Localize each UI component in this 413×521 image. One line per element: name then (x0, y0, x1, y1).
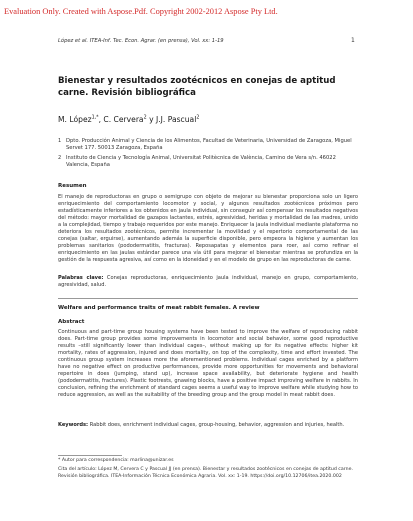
resumen-heading: Resumen (58, 183, 87, 189)
article-title: Bienestar y resultados zootécnicos en conejas de aptitud carne. Revisión bibliográfica (58, 76, 336, 98)
resumen-body: El manejo de reproductoras en grupo o semigrupo con objeto de mejorar su bienestar proporciona solo un ligero enriquecimiento del comportamiento locomotor y social, y algunos resultados zootécnicos próximos pero estadísticamente inferiores a los obtenidos en jaula individual, sin conseguir así compensar los resultados negativos del método: mayor mortalidad de gazapos lactantes, estrés, agresividad, heridas y mortalidad de las madres, unido a la complejidad, tiempo y trabajo requeridos por este manejo. Enriquecer la jaula individual mediante plataforma no deteriora los resultados zootécnicos, permite incrementar la movilidad y el repertorio comportamental de las conejas (saltar, erguirse), aumentando además la superficie disponible, pero empeora la higiene y aumentan los problemas sanitarios (pododermatitis, fracturas). Reposapatas y elementos para roer, así como refinar el enriquecimiento en las jaulas estándar parece una vía útil para mejorar el bienestar mientras se profundiza en la gestión de la respuesta agresiva, así como en la idoneidad y en el modelo de grupo en las reproductoras de carne. (58, 194, 358, 263)
keywords-text: Conejas reproductoras, enriquecimiento jaula individual, manejo en grupo, comportamiento, agresividad, salud. (58, 275, 358, 288)
running-head: López et al. ITEA-Inf. Tec. Econ. Agrar. (en prensa), Vol. xx: 1-19 (58, 38, 224, 44)
correspondence-footnote: * Autor para correspondencia: marlina@unizar.es (58, 458, 174, 463)
affiliation-text: Dpto. Producción Animal y Ciencia de los Alimentos, Facultad de Veterinaria, Universidad de Zaragoza, Miguel Servet 177. 50013 Zaragoza, España (66, 138, 352, 152)
author-name: J.J. Pascual (155, 115, 197, 124)
affiliation-number: 1 (58, 138, 62, 144)
english-keywords (58, 422, 358, 429)
citation-footnote: Cita del artículo: López M, Cervera C y Pascual JJ (en prensa). Bienestar y resultados zootécnicos en conejas de aptitud carne. Revisión bibliográfica. ITEA-Información Técnica Económica Agraria. Vol. xx: 1-19. https://doi.org/10.12706/itea.2020.002 (58, 467, 353, 479)
page-number: 1 (351, 37, 355, 44)
author-list: M. López$^{1,*}$, C. Cervera$^2$ y J.J. Pascual$^2$ (58, 115, 200, 124)
affiliation-text: Instituto de Ciencia y Tecnología Animal, Universitat Politècnica de València, Camino de Vera s/n. 46022 Valencia, España (66, 155, 336, 169)
affiliation (58, 138, 358, 152)
abstract-heading: Abstract (58, 319, 85, 325)
author-affil-mark: 2 (196, 115, 200, 121)
evaluation-watermark: Evaluation Only. Created with Aspose.Pdf. Copyright 2002-2012 Aspose Pty Ltd. (4, 7, 278, 16)
keywords-text: Rabbit does, enrichment individual cages, group-housing, behavior, aggression and injuries, health. (89, 422, 345, 428)
footnote-divider (58, 455, 122, 456)
author-affil-mark: 2 (143, 115, 147, 121)
keywords-label: Palabras clave: (58, 275, 104, 281)
keywords-label: Keywords: (58, 422, 89, 428)
affiliation (58, 155, 358, 169)
english-title: Welfare and performance traits of meat rabbit females. A review (58, 305, 260, 311)
author-name: M. López (58, 115, 92, 124)
abstract-body: Continuous and part-time group housing systems have been tested to improve the welfare of reproducing rabbit does. Part-time group provides some improvements in locomotor and social behavior, some good reproductive results –still significantly lower than individual cages–, without making up for its negative effects: higher kit mortality, rates of aggression, injured and does mortality, on top of the complexity, time and effort invested. The continuous group system increases more the aforementioned problems. Individual cages enriched by a platform have no negative effect on productive performances, provide more opportunities for movements and behavioral repertoire in does (jumping, stand up), increase space availability, but deteriorate hygiene and health (pododermatitis, fractures). Plastic footrests, gnawing blocks, have a positive impact improving welfare in rabbits. In conclusion, refining the enrichment of standard cages seems a useful way to improve welfare while studying how to reduce aggression, as well as the suitability of the breeding group and the group model in meat rabbit does. (58, 329, 358, 398)
resumen-keywords (58, 275, 358, 289)
section-divider (58, 298, 358, 299)
author-name: C. Cervera (103, 115, 144, 124)
author-affil-mark: 1,* (91, 115, 99, 121)
affiliation-number: 2 (58, 155, 62, 161)
